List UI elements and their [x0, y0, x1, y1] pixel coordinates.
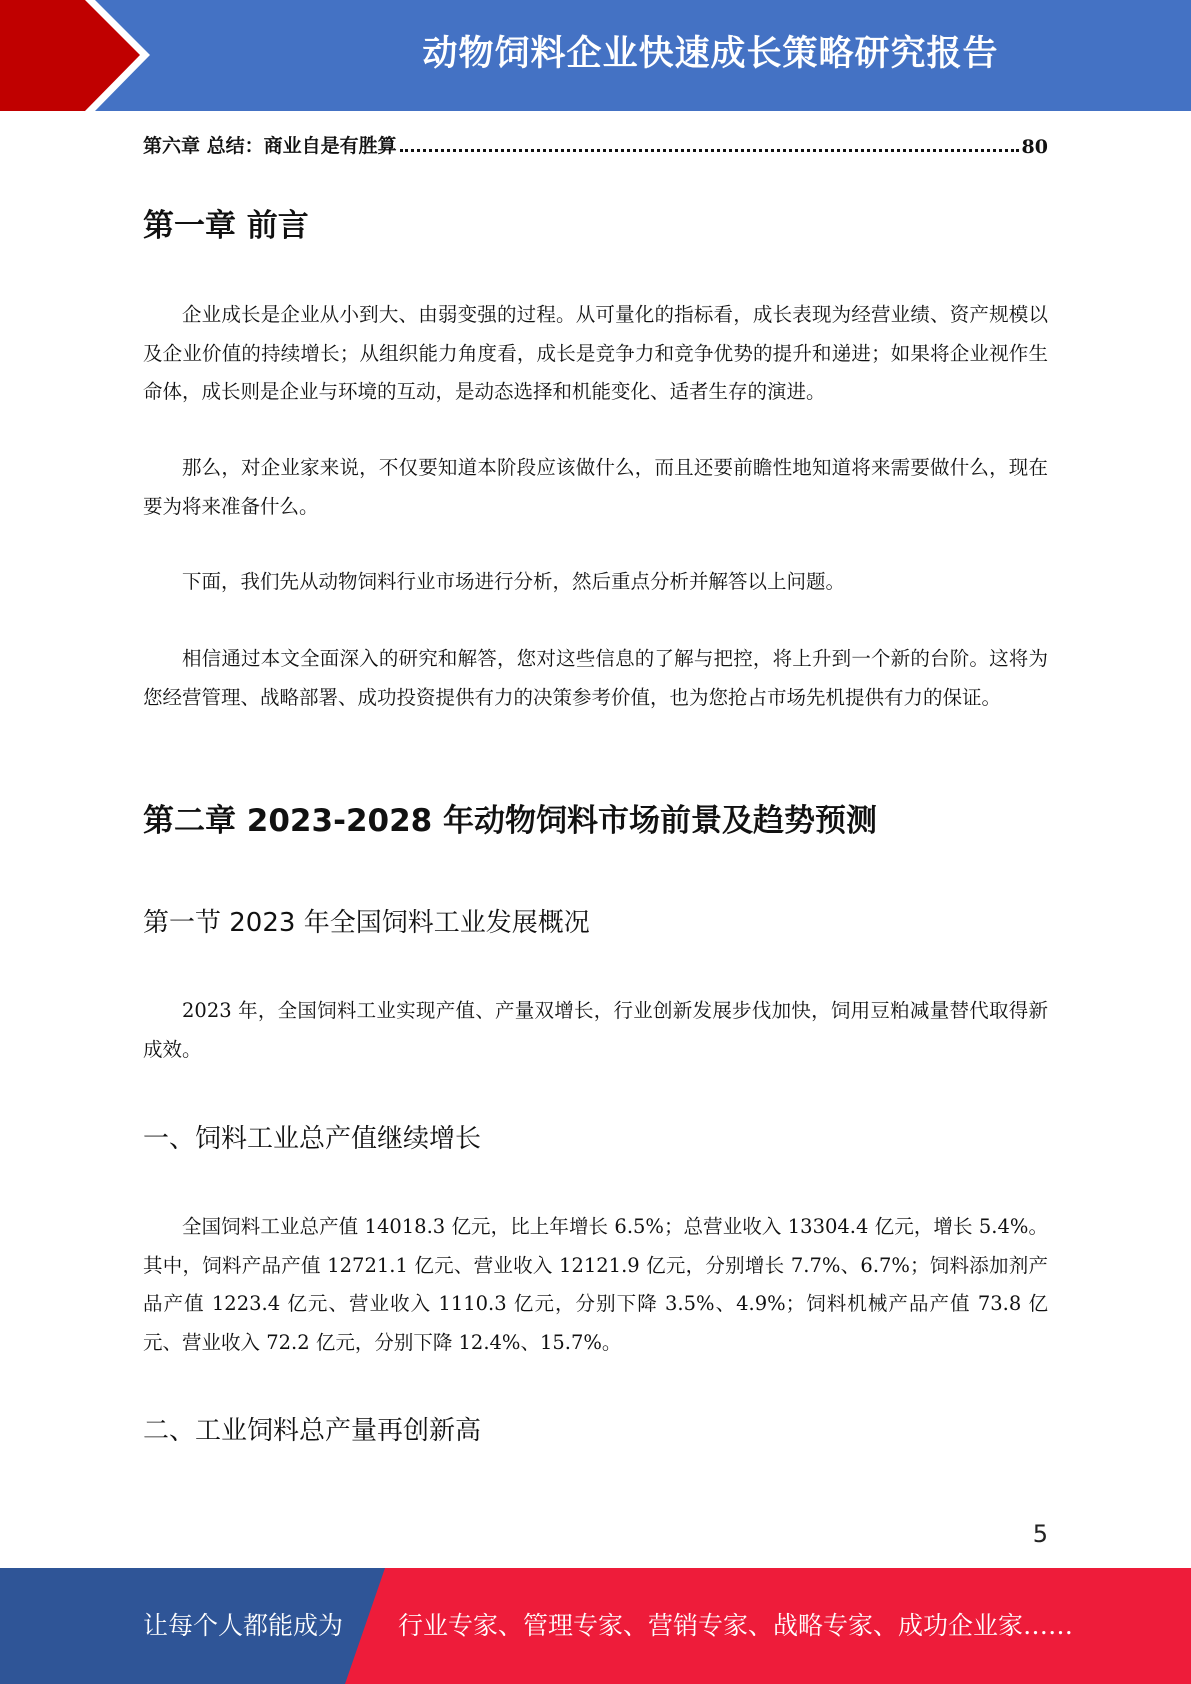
- subsection1-title: 一、饲料工业总产值继续增长: [143, 1124, 482, 1154]
- report-footer: [0, 1568, 1191, 1684]
- chapter1-paragraph: 下面，我们先从动物饲料行业市场进行分析，然后重点分析并解答以上问题。: [182, 570, 846, 593]
- page-number: 5: [1032, 1520, 1048, 1548]
- toc-entry-page: 80: [1021, 136, 1048, 158]
- header-chevron-icon: [0, 0, 230, 111]
- footer-slogan-right: 行业专家、管理专家、营销专家、战略专家、成功企业家……: [398, 1611, 1074, 1640]
- section1-title: 第一节 2023 年全国饲料工业发展概况: [143, 908, 590, 938]
- report-title: 动物饲料企业快速成长策略研究报告: [422, 34, 999, 74]
- chapter1-title: 第一章 前言: [143, 208, 309, 244]
- footer-slogan-left: 让每个人都能成为: [143, 1611, 344, 1640]
- subsection1-text: 全国饲料工业总产值 14018.3 亿元，比上年增长 6.5%；总营业收入 13304.4 亿元，增长 5.4%。其中，饲料产品产值 12721.1 亿元、营业收入 12121.9 亿元，分别增长 7.7%、6.7%；饲料添加剂产品产值 1223.4 亿元、营业收入 1110.3 亿元，分别下降 3.5%、4.9%；饲料机械产品产值 73.8 亿元、营业收入 72.2 亿元，分别下降 12.4%、15.7%。: [143, 1215, 1048, 1354]
- chapter1-paragraph: 企业成长是企业从小到大、由弱变强的过程。从可量化的指标看，成长表现为经营业绩、资产规模以及企业价值的持续增长；从组织能力角度看，成长是竞争力和竞争优势的提升和递进；如果将企业视作生命体，成长则是企业与环境的互动，是动态选择和机能变化、适者生存的演进。: [143, 303, 1048, 403]
- toc-leader-dots: [400, 149, 1019, 152]
- chapter1-paragraph: 那么，对企业家来说，不仅要知道本阶段应该做什么，而且还要前瞻性地知道将来需要做什么，现在要为将来准备什么。: [143, 456, 1048, 518]
- chapter1-paragraph: 相信通过本文全面深入的研究和解答，您对这些信息的了解与把控，将上升到一个新的台阶。这将为您经营管理、战略部署、成功投资提供有力的决策参考价值，也为您抢占市场先机提供有力的保证。: [143, 647, 1048, 709]
- subsection2-title: 二、工业饲料总产量再创新高: [143, 1416, 482, 1446]
- toc-entry-title: 第六章 总结：商业自是有胜算: [143, 135, 397, 157]
- section1-intro: 2023 年，全国饲料工业实现产值、产量双增长，行业创新发展步伐加快，饲用豆粕减量替代取得新成效。: [143, 999, 1048, 1061]
- toc-entry[interactable]: [143, 130, 1048, 158]
- report-header: [0, 0, 1191, 111]
- chapter2-title: 第二章 2023-2028 年动物饲料市场前景及趋势预测: [143, 803, 878, 839]
